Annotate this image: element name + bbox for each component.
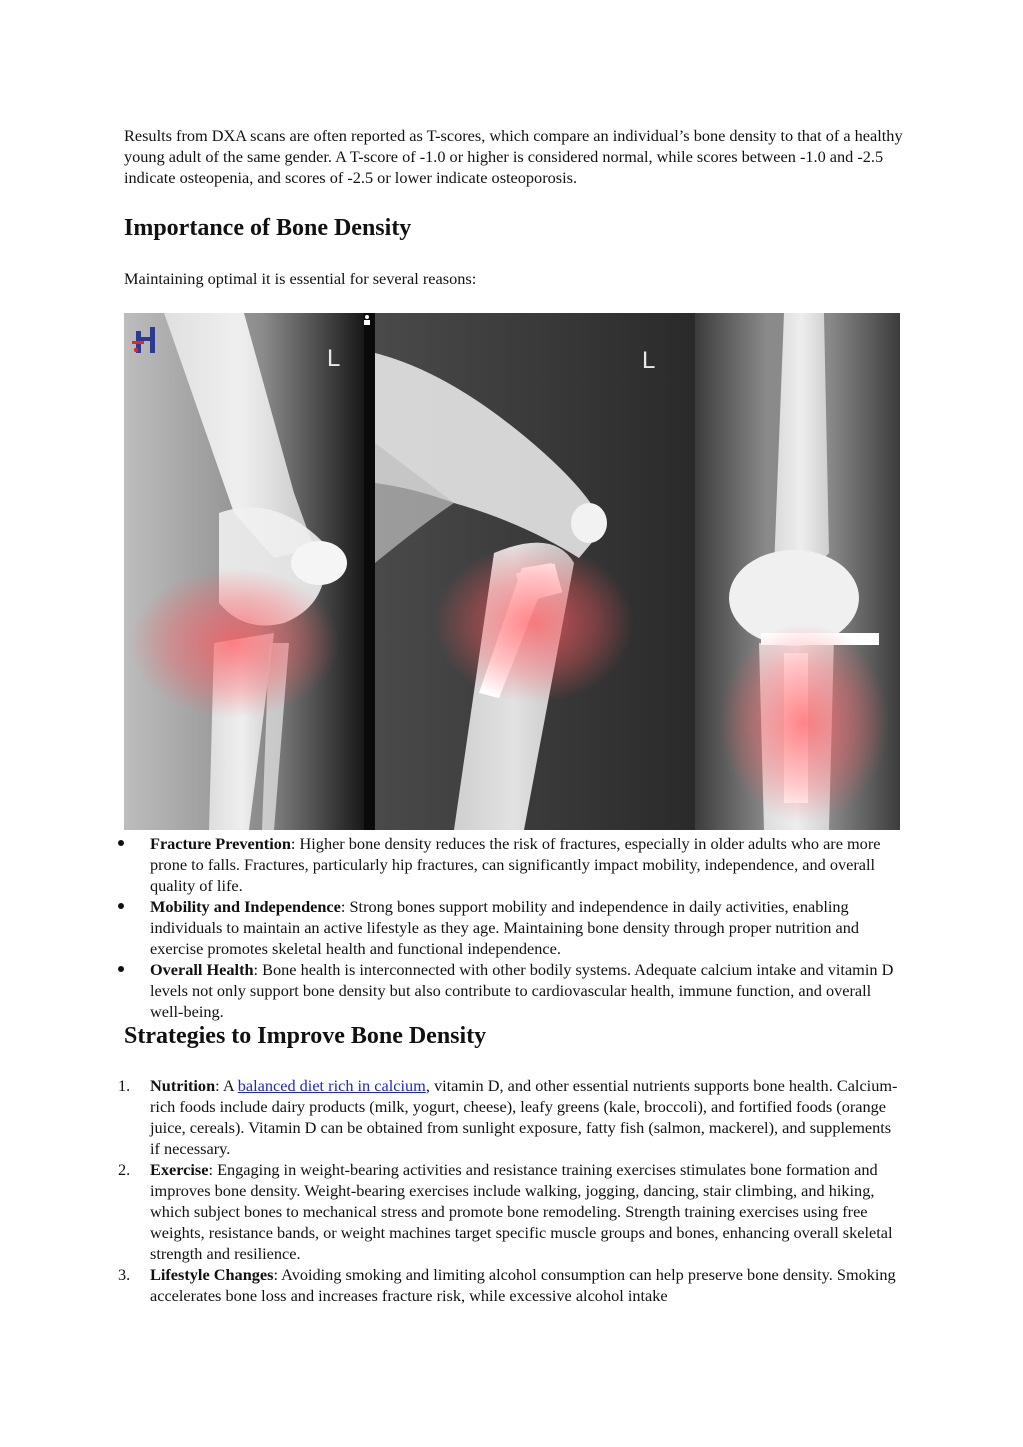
list-item-term: Nutrition	[150, 1076, 216, 1095]
list-item	[118, 1159, 904, 1264]
bullet-icon	[118, 840, 124, 846]
list-item-term: Overall Health	[150, 960, 254, 979]
list-item-term: Exercise	[150, 1160, 209, 1179]
bullet-icon	[118, 966, 124, 972]
strategies-numbered-list	[118, 1075, 904, 1306]
section-heading-importance: Importance of Bone Density	[124, 215, 412, 241]
list-item-text: : A	[215, 1076, 238, 1095]
list-item-term: Mobility and Independence	[150, 897, 341, 916]
list-number: 3.	[118, 1265, 131, 1284]
list-item-text: : Engaging in weight-bearing activities and resistance training exercises stimulates bone formation and improves bone density. Weight-bearing exercises include walking, jogging, dancing, stair climbing, and hiking, which subject bones to mechanical stress and promote bone remodeling. Strength training exercises using free weights, resistance bands, or weight machines target specific muscle groups and bones, enhancing overall skeletal strength and resilience.	[150, 1160, 893, 1263]
list-item-text: : Bone health is interconnected with other bodily systems. Adequate calcium intake and vitamin D levels not only support bone density but also contribute to cardiovascular health, immune function, and overall well-being.	[150, 960, 894, 1021]
xray-panel-3	[695, 313, 900, 830]
intro-paragraph: Results from DXA scans are often reported as T-scores, which compare an individual’s bone density to that of a healthy young adult of the same gender. A T-score of -1.0 or higher is considered normal, while scores between -1.0 and -2.5 indicate osteopenia, and scores of -2.5 or lower indicate osteoporosis.	[124, 126, 903, 187]
list-item-term: Lifestyle Changes	[150, 1265, 274, 1284]
list-item	[118, 1264, 904, 1306]
list-item-text: : Avoiding smoking and limiting alcohol consumption can help preserve bone density. Smoking accelerates bone loss and increases fracture risk, while excessive alcohol intake	[150, 1265, 896, 1305]
section-heading-strategies: Strategies to Improve Bone Density	[124, 1023, 487, 1049]
list-item	[118, 833, 904, 896]
knee-xray-image	[124, 313, 900, 830]
list-item-text: : Strong bones support mobility and independence in daily activities, enabling individuals to maintain an active lifestyle as they age. Maintaining bone density through proper nutrition and exercise promotes skeletal health and functional independence.	[150, 897, 859, 958]
section-lead-paragraph: Maintaining optimal it is essential for several reasons:	[124, 269, 477, 288]
orientation-marker-1: L	[327, 345, 341, 372]
list-item	[118, 959, 904, 1022]
importance-bullet-list	[118, 833, 904, 1022]
bullet-icon	[118, 903, 124, 909]
list-number: 1.	[118, 1076, 131, 1095]
xray-panel-1	[124, 313, 375, 830]
orientation-marker-2: L	[642, 347, 656, 374]
list-item	[118, 1075, 904, 1159]
xray-panel-2	[375, 313, 695, 830]
list-item-term: Fracture Prevention	[150, 834, 291, 853]
balanced-diet-link[interactable]: balanced diet rich in calcium	[237, 1076, 426, 1095]
list-item	[118, 896, 904, 959]
list-item-text: : Higher bone density reduces the risk of fractures, especially in older adults who are more prone to falls. Fractures, particularly hip fractures, can significantly impact mobility, independence, and overall quality of life.	[150, 834, 881, 895]
list-number: 2.	[118, 1160, 131, 1179]
list-item-text: , vitamin D, and other essential nutrients supports bone health. Calcium-rich foods include dairy products (milk, yogurt, cheese), leafy greens (kale, broccoli), and fortified foods (orange juice, cereals). Vitamin D can be obtained from sunlight exposure, fatty fish (salmon, mackerel), and supplements if necessary.	[150, 1076, 898, 1158]
